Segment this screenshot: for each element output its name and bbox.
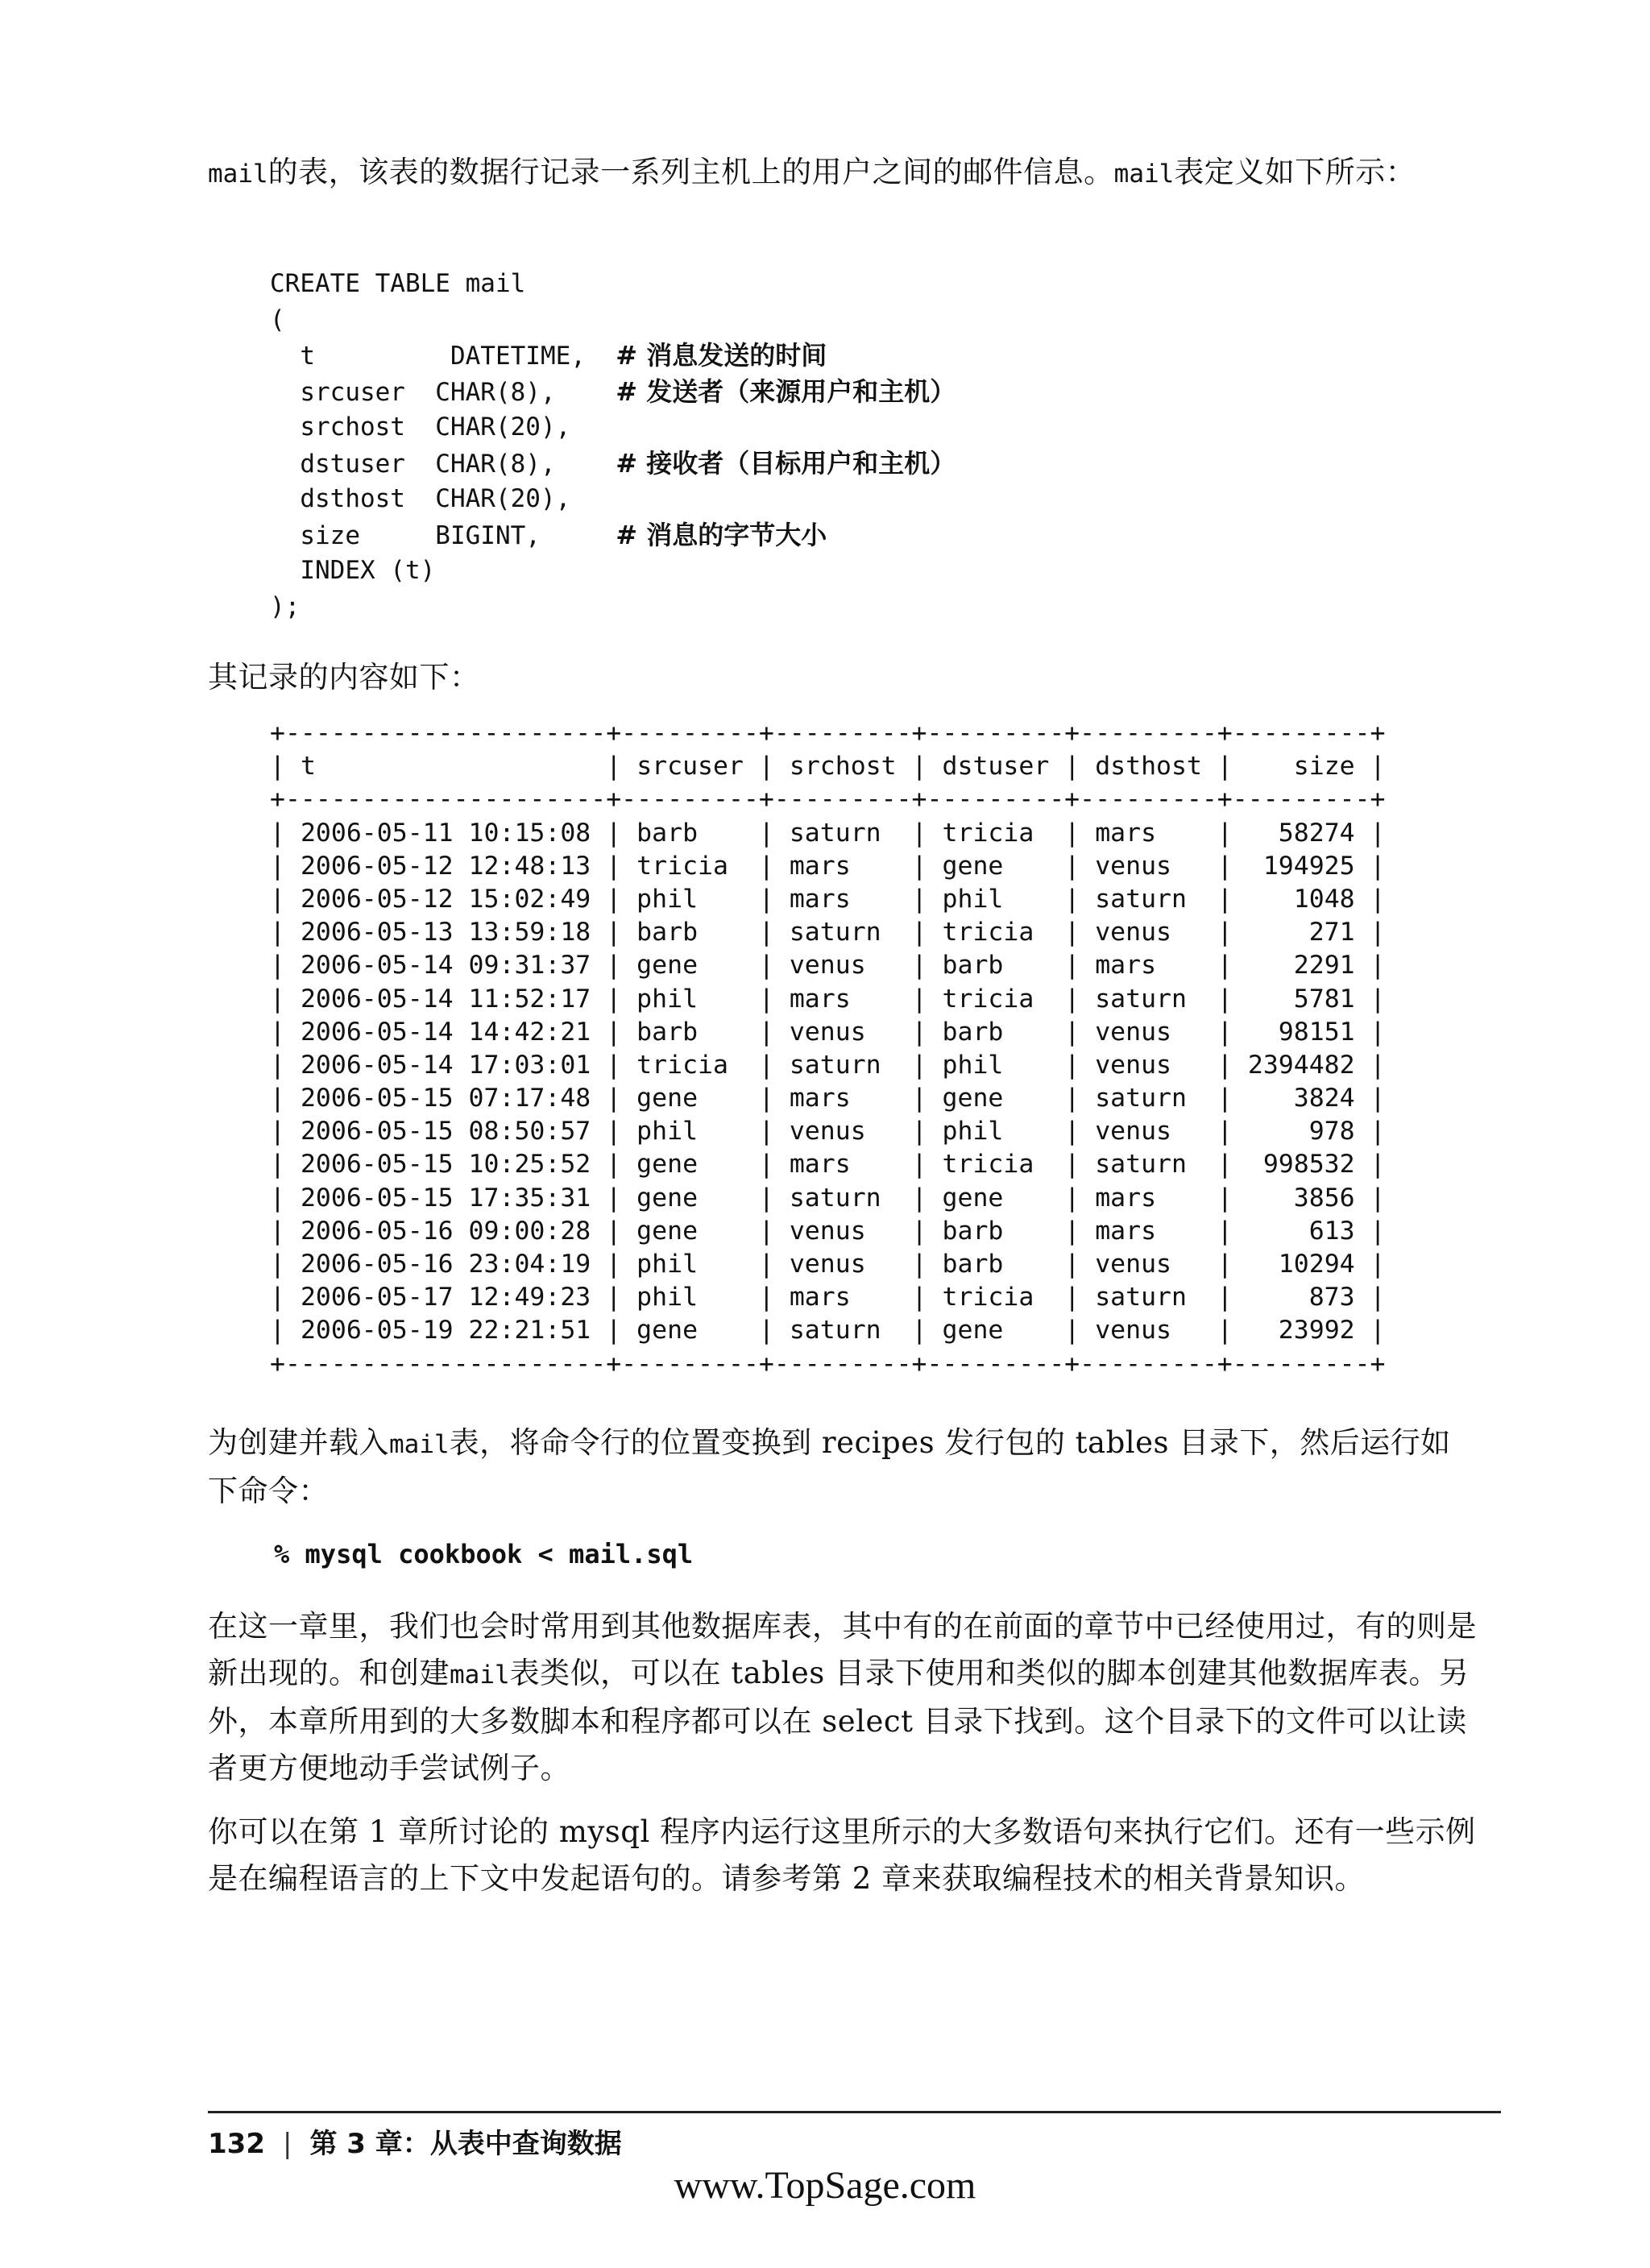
code-text: size BIGINT, <box>270 520 616 550</box>
table-cell: venus <box>789 1017 866 1047</box>
table-cell: 2006-05-14 09:31:37 <box>300 951 591 981</box>
code-line <box>270 446 956 482</box>
table-row: | 2006-05-14 14:42:21 | barb | venus | barb | venus | 98151 | <box>270 1017 1386 1047</box>
table-cell: 2006-05-16 09:00:28 <box>300 1216 591 1246</box>
table-border: +---------------------+---------+---------+---------+---------+---------+ <box>270 1349 1386 1379</box>
table-row: | 2006-05-13 13:59:18 | barb | saturn | tricia | venus | 271 | <box>270 918 1386 947</box>
table-cell: saturn <box>789 818 881 848</box>
body-paragraph-2 <box>208 1603 1481 1792</box>
table-cell: saturn <box>789 1050 881 1080</box>
table-cell: barb <box>636 818 699 848</box>
table-cell: barb <box>636 1017 699 1047</box>
table-cell: gene <box>942 851 1004 881</box>
table-header-cell: dsthost <box>1095 752 1202 782</box>
table-cell: 998532 <box>1262 1150 1355 1180</box>
load-intro-text: 表，将命令行的位置变换到 recipes 发行包的 tables 目录下，然后运行如下命令： <box>208 1425 1451 1508</box>
table-header-cell: size <box>1293 752 1355 782</box>
code-text: ( <box>270 305 285 334</box>
table-cell: venus <box>1095 1117 1172 1146</box>
code-line <box>270 302 956 338</box>
code-text: ); <box>270 591 301 621</box>
table-cell: 2006-05-19 22:21:51 <box>300 1316 591 1345</box>
table-cell: venus <box>1095 918 1172 947</box>
table-cell: 2006-05-17 12:49:23 <box>300 1283 591 1312</box>
code-text: dsthost CHAR(20), <box>270 484 571 513</box>
table-cell: tricia <box>942 1283 1034 1312</box>
table-cell: venus <box>1095 1050 1172 1080</box>
table-header-cell: dstuser <box>942 752 1050 782</box>
table-cell: venus <box>789 1250 866 1279</box>
table-cell: gene <box>636 1084 699 1113</box>
table-cell: mars <box>789 1150 851 1180</box>
table-cell: 2006-05-13 13:59:18 <box>300 918 591 947</box>
para2-text: 在这一章里，我们也会时常用到其他数据库表，其中有的在前面的章节中已经使用过，有的则是新出现的。和创建 <box>208 1609 1477 1690</box>
table-cell: barb <box>942 1017 1004 1047</box>
table-cell: mars <box>789 851 851 881</box>
code-line <box>270 338 956 374</box>
table-cell: saturn <box>1095 984 1187 1014</box>
table-cell: saturn <box>1095 1084 1187 1113</box>
table-cell: mars <box>789 984 851 1014</box>
table-cell: venus <box>1095 1017 1172 1047</box>
table-cell: 271 <box>1308 918 1355 947</box>
table-cell: 1048 <box>1293 884 1355 914</box>
table-cell: tricia <box>636 1050 728 1080</box>
table-cell: venus <box>1095 1316 1172 1345</box>
inline-code: mail <box>450 1661 510 1690</box>
code-text: srcuser CHAR(8), <box>270 377 616 407</box>
table-cell: 2006-05-15 10:25:52 <box>300 1150 591 1180</box>
table-cell: phil <box>942 1050 1004 1080</box>
table-cell: phil <box>636 1250 699 1279</box>
table-row: | 2006-05-15 17:35:31 | gene | saturn | gene | mars | 3856 | <box>270 1183 1386 1213</box>
code-line <box>270 409 956 446</box>
table-cell: venus <box>1095 1250 1172 1279</box>
load-intro-text: 为创建并载入 <box>208 1425 389 1460</box>
table-header-cell: srchost <box>789 752 897 782</box>
table-cell: saturn <box>789 1183 881 1213</box>
table-cell: venus <box>1095 851 1172 881</box>
code-text: t DATETIME, <box>270 342 616 371</box>
table-cell: saturn <box>789 1316 881 1345</box>
table-cell: phil <box>942 1117 1004 1146</box>
table-cell: 978 <box>1308 1117 1355 1146</box>
table-cell: gene <box>636 1216 699 1246</box>
table-row: | 2006-05-11 10:15:08 | barb | saturn | tricia | mars | 58274 | <box>270 818 1386 848</box>
table-cell: phil <box>636 1283 699 1312</box>
mail-table-output <box>270 717 1386 1381</box>
table-cell: mars <box>1095 818 1157 848</box>
table-cell: mars <box>789 1084 851 1113</box>
inline-code: mail <box>389 1430 450 1459</box>
create-table-code-block <box>270 266 956 624</box>
table-cell: 2006-05-16 23:04:19 <box>300 1250 591 1279</box>
table-cell: tricia <box>942 1150 1034 1180</box>
code-line <box>270 481 956 517</box>
table-cell: 58274 <box>1278 818 1355 848</box>
website-watermark: www.TopSage.com <box>674 2164 976 2207</box>
table-cell: 2006-05-15 17:35:31 <box>300 1183 591 1213</box>
table-header-cell: t <box>300 752 316 782</box>
code-comment: # 接收者（目标用户和主机） <box>616 447 956 479</box>
shell-command: % mysql cookbook < mail.sql <box>274 1539 694 1569</box>
table-cell: 2006-05-14 14:42:21 <box>300 1017 591 1047</box>
intro-paragraph <box>208 149 1481 197</box>
table-row: | 2006-05-15 07:17:48 | gene | mars | gene | saturn | 3824 | <box>270 1084 1386 1113</box>
table-row: | 2006-05-12 12:48:13 | tricia | mars | gene | venus | 194925 | <box>270 851 1386 881</box>
records-intro: 其记录的内容如下： <box>208 660 480 694</box>
table-row: | 2006-05-17 12:49:23 | phil | mars | tricia | saturn | 873 | <box>270 1283 1386 1312</box>
code-line <box>270 374 956 410</box>
code-line <box>270 517 956 554</box>
table-row: | 2006-05-14 09:31:37 | gene | venus | barb | mars | 2291 | <box>270 951 1386 981</box>
table-cell: 873 <box>1308 1283 1355 1312</box>
table-cell: tricia <box>942 918 1034 947</box>
table-row: | 2006-05-16 23:04:19 | phil | venus | barb | venus | 10294 | <box>270 1250 1386 1279</box>
table-cell: 2006-05-15 08:50:57 <box>300 1117 591 1146</box>
table-cell: venus <box>789 1216 866 1246</box>
table-cell: mars <box>789 884 851 914</box>
code-text: dstuser CHAR(8), <box>270 449 616 479</box>
page-number: 132 <box>208 2128 265 2160</box>
table-cell: 10294 <box>1278 1250 1355 1279</box>
table-cell: venus <box>789 951 866 981</box>
table-cell: tricia <box>636 851 728 881</box>
code-comment: # 消息的字节大小 <box>616 519 827 550</box>
table-cell: tricia <box>942 818 1034 848</box>
table-cell: gene <box>636 1316 699 1345</box>
table-row: | 2006-05-19 22:21:51 | gene | saturn | gene | venus | 23992 | <box>270 1316 1386 1345</box>
table-cell: barb <box>636 918 699 947</box>
table-cell: 3824 <box>1293 1084 1355 1113</box>
table-row: | 2006-05-15 10:25:52 | gene | mars | tricia | saturn | 998532 | <box>270 1150 1386 1180</box>
table-cell: 194925 <box>1262 851 1355 881</box>
table-cell: phil <box>636 984 699 1014</box>
table-cell: 2006-05-12 15:02:49 <box>300 884 591 914</box>
table-header-row: | t | srcuser | srchost | dstuser | dsthost | size | <box>270 752 1386 782</box>
intro-text: 表定义如下所示： <box>1174 155 1416 189</box>
table-cell: gene <box>942 1183 1004 1213</box>
code-line <box>270 589 956 625</box>
table-row: | 2006-05-14 17:03:01 | tricia | saturn | phil | venus | 2394482 | <box>270 1050 1386 1080</box>
page-footer <box>208 2121 622 2161</box>
table-cell: saturn <box>789 918 881 947</box>
load-intro-paragraph <box>208 1420 1481 1515</box>
footer-rule <box>208 2111 1501 2113</box>
table-cell: 98151 <box>1278 1017 1355 1047</box>
table-header-cell: srcuser <box>636 752 744 782</box>
table-row: | 2006-05-15 08:50:57 | phil | venus | phil | venus | 978 | <box>270 1117 1386 1146</box>
table-cell: 2006-05-12 12:48:13 <box>300 851 591 881</box>
table-cell: gene <box>942 1084 1004 1113</box>
table-cell: saturn <box>1095 884 1187 914</box>
para2-text: 表类似，可以在 tables 目录下使用和类似的脚本创建其他数据库表。另外，本章所用到的大多数脚本和程序都可以在 select 目录下找到。这个目录下的文件可以让读者更方便地动手尝试例子。 <box>208 1656 1470 1785</box>
inline-code: mail <box>1113 160 1175 189</box>
code-line <box>270 266 956 302</box>
table-cell: barb <box>942 1250 1004 1279</box>
code-comment: # 发送者（来源用户和主机） <box>616 375 956 407</box>
table-cell: gene <box>636 951 699 981</box>
table-cell: gene <box>636 1150 699 1180</box>
table-cell: phil <box>942 884 1004 914</box>
table-row: | 2006-05-16 09:00:28 | gene | venus | barb | mars | 613 | <box>270 1216 1386 1246</box>
table-cell: 2291 <box>1293 951 1355 981</box>
table-row: | 2006-05-12 15:02:49 | phil | mars | phil | saturn | 1048 | <box>270 884 1386 914</box>
table-cell: 3856 <box>1293 1183 1355 1213</box>
table-cell: mars <box>789 1283 851 1312</box>
table-cell: gene <box>636 1183 699 1213</box>
table-cell: phil <box>636 1117 699 1146</box>
table-cell: saturn <box>1095 1283 1187 1312</box>
code-line <box>270 553 956 589</box>
table-cell: barb <box>942 1216 1004 1246</box>
body-paragraph-3: 你可以在第 1 章所讨论的 mysql 程序内运行这里所示的大多数语句来执行它们。还有一些示例是在编程语言的上下文中发起语句的。请参考第 2 章来获取编程技术的相关背景知识。 <box>208 1814 1476 1896</box>
table-cell: 2006-05-11 10:15:08 <box>300 818 591 848</box>
code-text: INDEX (t) <box>270 556 436 585</box>
table-cell: 2006-05-14 11:52:17 <box>300 984 591 1014</box>
table-cell: venus <box>789 1117 866 1146</box>
table-cell: 613 <box>1308 1216 1355 1246</box>
table-cell: gene <box>942 1316 1004 1345</box>
table-cell: 23992 <box>1278 1316 1355 1345</box>
table-cell: saturn <box>1095 1150 1187 1180</box>
intro-text: 的表，该表的数据行记录一系列主机上的用户之间的邮件信息。 <box>267 155 1114 189</box>
table-cell: phil <box>636 884 699 914</box>
table-cell: 5781 <box>1293 984 1355 1014</box>
table-row: | 2006-05-14 11:52:17 | phil | mars | tricia | saturn | 5781 | <box>270 984 1386 1014</box>
table-cell: 2006-05-15 07:17:48 <box>300 1084 591 1113</box>
code-text: srchost CHAR(20), <box>270 413 571 442</box>
inline-code: mail <box>208 160 268 189</box>
footer-separator: | <box>282 2128 292 2160</box>
code-comment: # 消息发送的时间 <box>616 340 827 371</box>
chapter-title: 第 3 章：从表中查询数据 <box>309 2128 622 2160</box>
table-border: +---------------------+---------+---------+---------+---------+---------+ <box>270 785 1386 815</box>
table-cell: mars <box>1095 1216 1157 1246</box>
table-cell: mars <box>1095 951 1157 981</box>
code-text: CREATE TABLE mail <box>270 269 526 298</box>
table-border: +---------------------+---------+---------+---------+---------+---------+ <box>270 719 1386 748</box>
table-cell: barb <box>942 951 1004 981</box>
table-cell: tricia <box>942 984 1034 1014</box>
table-cell: 2394482 <box>1247 1050 1355 1080</box>
table-cell: 2006-05-14 17:03:01 <box>300 1050 591 1080</box>
table-cell: mars <box>1095 1183 1157 1213</box>
